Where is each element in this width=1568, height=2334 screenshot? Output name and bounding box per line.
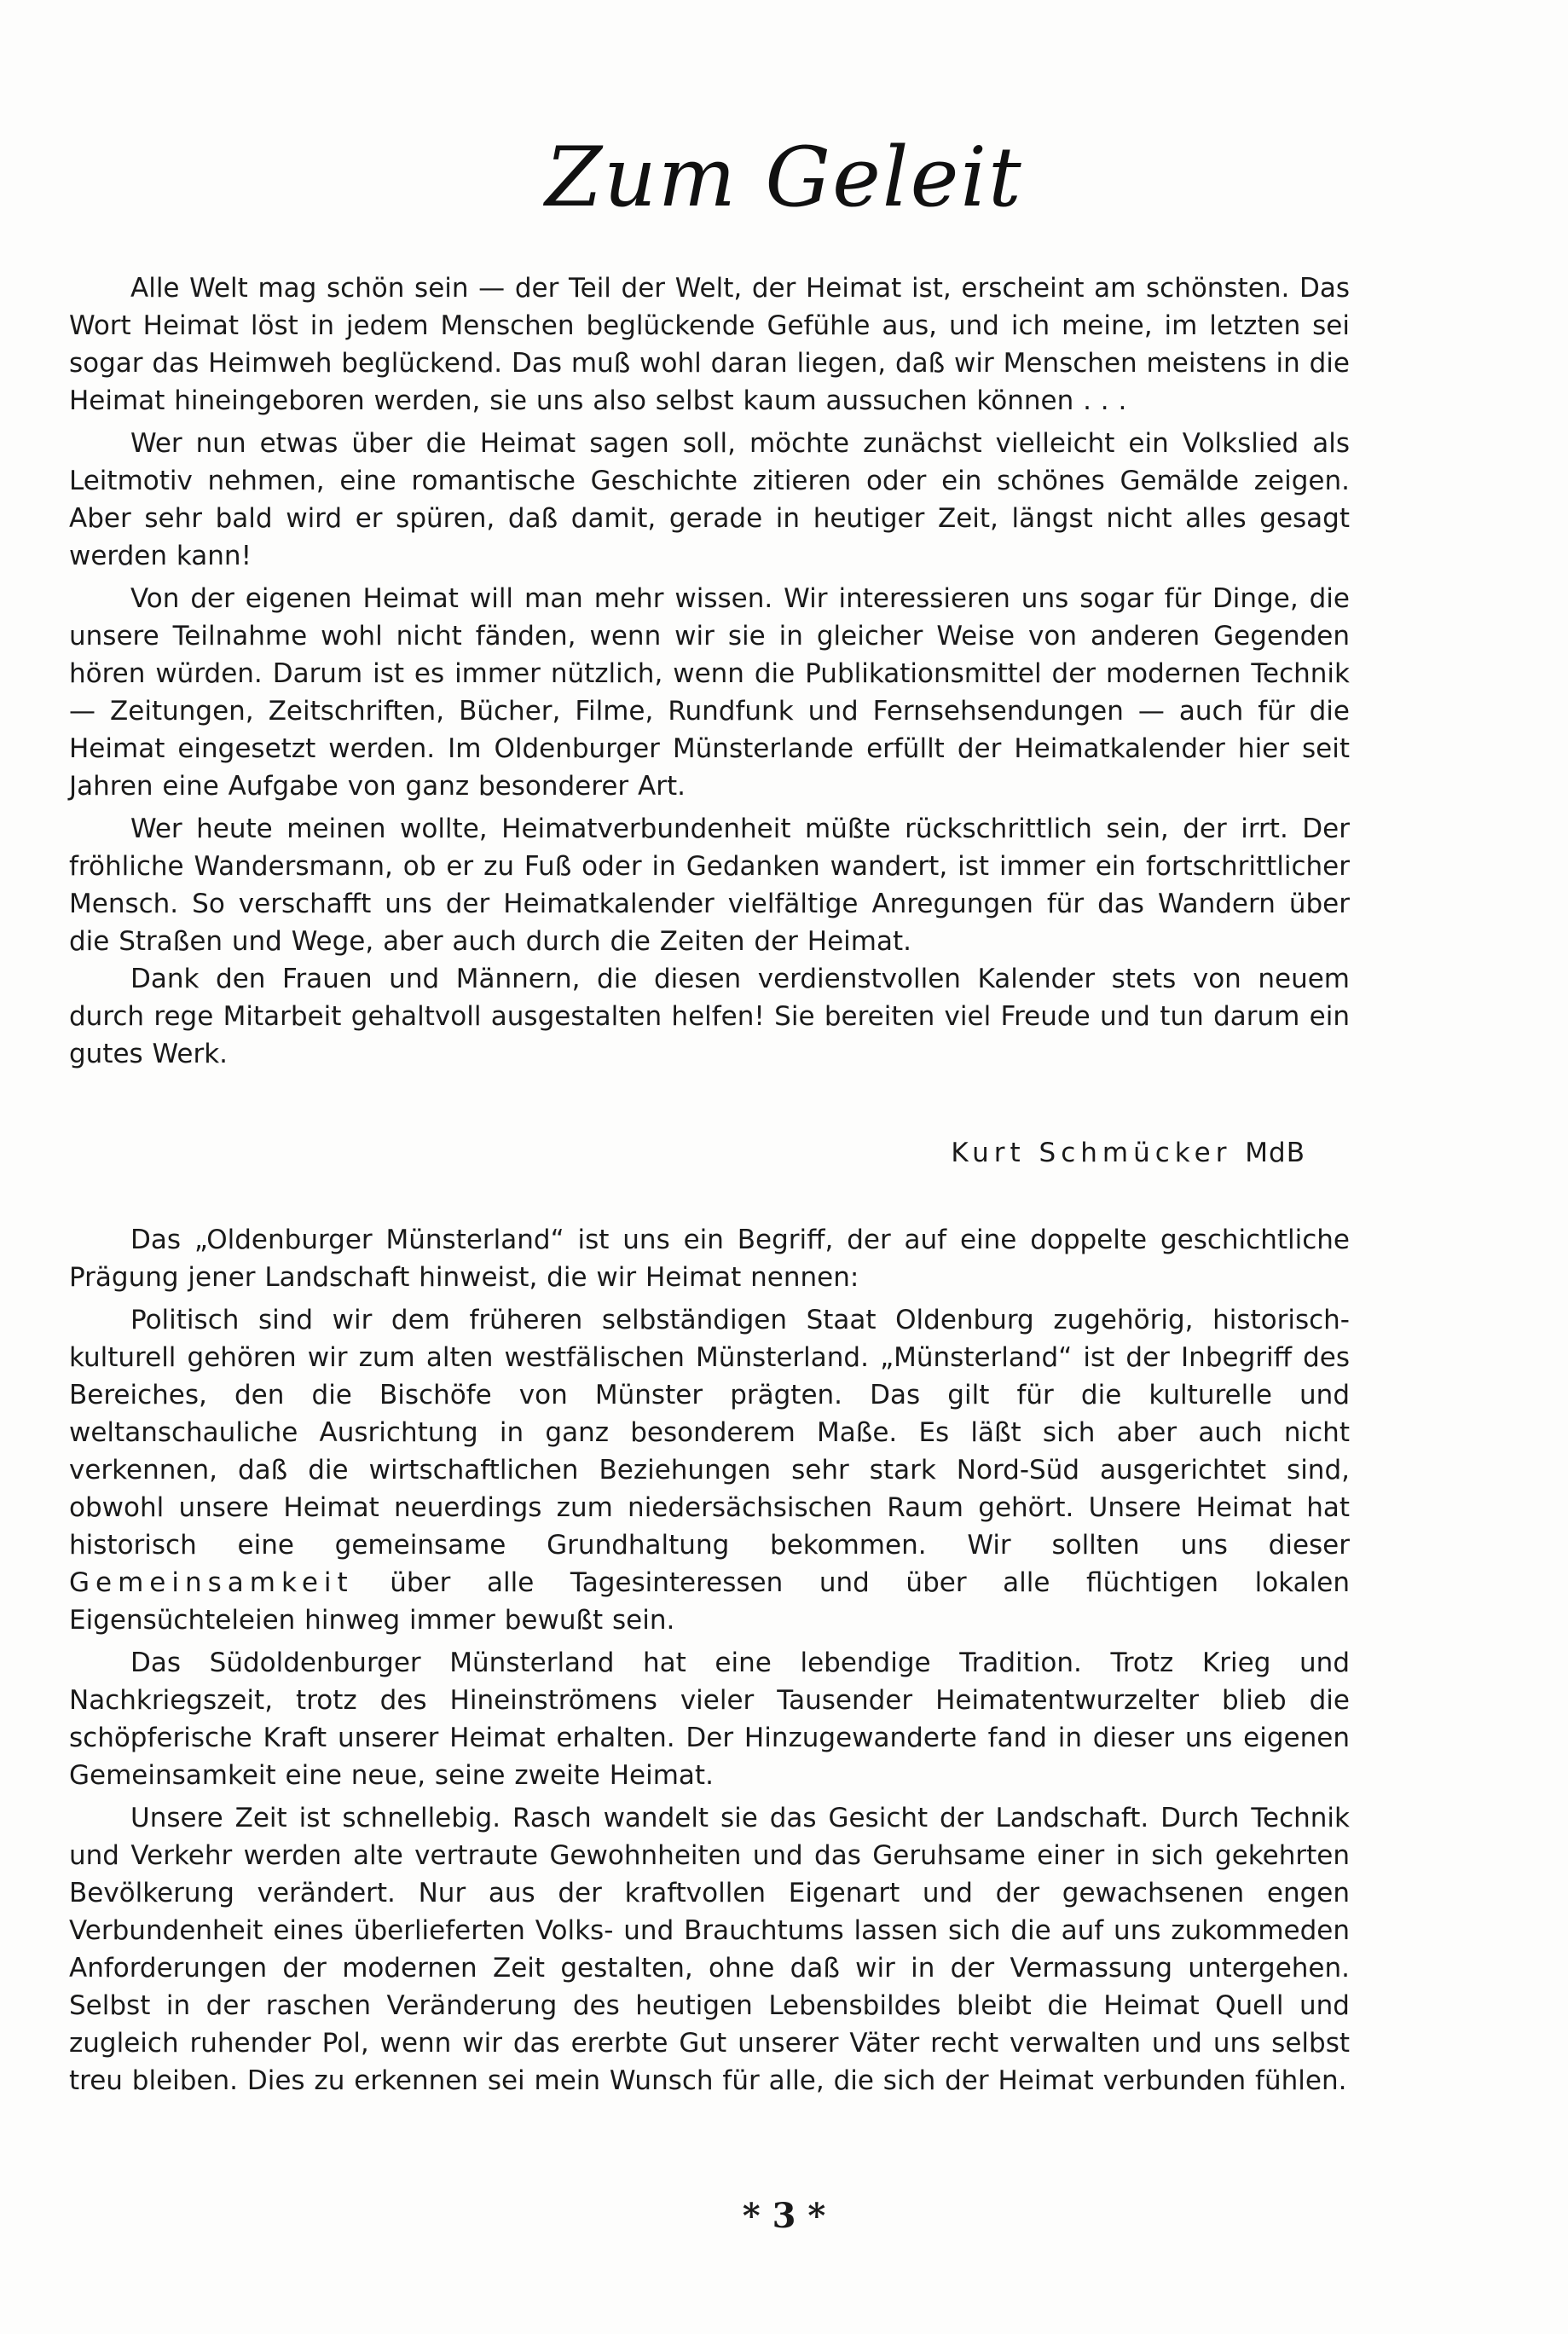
paragraph: Wer heute meinen wollte, Heimatverbundenheit müßte rückschrittlich sein, der irrt. Der fröhliche Wandersmann, ob er zu Fuß oder in Gedanken wandert, ist immer ein fortschrittlicher Mensch. So verschafft uns der Heimatkalender vielfältige Anregungen für das Wandern über die Straßen und Wege, aber auch durch die Zeiten der Heimat. [69, 814, 1350, 957]
paragraph: Das „Oldenburger Münsterland“ ist uns ein Begriff, der auf eine doppelte geschichtliche Prägung jener Landschaft hinweist, die wir Heimat nennen: [69, 1225, 1350, 1293]
emphasized-word: Gemeinsamkeit [69, 1567, 354, 1598]
paragraph: Unsere Zeit ist schnellebig. Rasch wandelt sie das Gesicht der Landschaft. Durch Technik und Verkehr werden alte vertraute Gewohnheiten und das Geruhsame einer in sich gekehrten Bevölkerung verändert. Nur aus der kraftvollen Eigenart und der gewachsenen engen Verbundenheit eines überlieferten Volks- und Brauchtums lassen sich die auf uns zukommeden Anforderungen der modernen Zeit gestalten, ohne daß wir in der Vermassung untergehen. Selbst in der raschen Veränderung des heutigen Lebensbildes bleibt die Heimat Quell und zugleich ruhender Pol, wenn wir das ererbte Gut unserer Väter recht verwalten und uns selbst treu bleiben. Dies zu erkennen sei mein Wunsch für alle, die sich der Heimat verbunden fühlen. [69, 1803, 1350, 2096]
page-number: * 3 * [742, 2196, 826, 2236]
paragraph: Von der eigenen Heimat will man mehr wissen. Wir interessieren uns sogar für Dinge, die unsere Teilnahme wohl nicht fänden, wenn wir sie in gleicher Weise von anderen Gegenden hören würden. Darum ist es immer nützlich, wenn die Publikationsmittel der modernen Technik — Zeitungen, Zeitschriften, Bücher, Filme, Rundfunk und Fernsehsendungen — auch für die Heimat eingesetzt werden. Im Oldenburger Münsterlande erfüllt der Heimatkalender hier seit Jahren eine Aufgabe von ganz besonderer Art. [69, 583, 1350, 802]
section-main [69, 1221, 1350, 2099]
paragraph-text: Politisch sind wir dem früheren selbständigen Staat Oldenburg zugehörig, historisch-kulturell gehören wir zum alten westfälischen Münsterland. „Münsterland“ ist der Inbegriff des Bereiches, den die Bischöfe von Münster prägten. Das gilt für die kulturelle und weltanschauliche Ausrichtung in ganz besonderem Maße. Es läßt sich aber auch nicht verkennen, daß die wirtschaftlichen Beziehungen sehr stark Nord-Süd ausgerichtet sind, obwohl unsere Heimat neuerdings zum niedersächsischen Raum gehört. Unsere Heimat hat historisch eine gemeinsame Grundhaltung bekommen. Wir sollten uns dieser [69, 1305, 1350, 1561]
paragraph: Alle Welt mag schön sein — der Teil der Welt, der Heimat ist, erscheint am schönsten. Das Wort Heimat löst in jedem Menschen beglückende Gefühle aus, und ich meine, im letzten sei sogar das Heimweh beglückend. Das muß wohl daran liegen, daß wir Menschen meistens in die Heimat hineingeboren werden, sie uns also selbst kaum aussuchen können . . . [69, 273, 1350, 416]
signature-suffix: MdB [1245, 1138, 1305, 1168]
paragraph: Dank den Frauen und Männern, die diesen verdienstvollen Kalender stets von neuem durch rege Mitarbeit gehaltvoll ausgestalten helfen! Sie bereiten viel Freude und tun darum ein gutes Werk. [69, 964, 1350, 1069]
paragraph: Wer nun etwas über die Heimat sagen soll, möchte zunächst vielleicht ein Volkslied als Leitmotiv nehmen, eine romantische Geschichte zitieren oder ein schönes Gemälde zeigen. Aber sehr bald wird er spüren, daß damit, gerade in heutiger Zeit, längst nicht alles gesagt werden kann! [69, 428, 1350, 571]
paragraph-text: über alle Tagesinteressen und über alle flüchtigen lokalen Eigensüchteleien hinweg immer bewußt sein. [69, 1567, 1350, 1636]
paragraph: Das Südoldenburger Münsterland hat eine lebendige Tradition. Trotz Krieg und Nachkriegszeit, trotz des Hineinströmens vieler Tausender Heimatentwurzelter blieb die schöpferische Kraft unserer Heimat erhalten. Der Hinzugewanderte fand in dieser uns eigenen Gemeinsamkeit eine neue, seine zweite Heimat. [69, 1648, 1350, 1791]
page-title: Zum Geleit [545, 130, 1023, 225]
section-foreword [69, 269, 1350, 1073]
signature [951, 1134, 1305, 1172]
paragraph [69, 1301, 1350, 1639]
signature-name: Kurt Schmücker [951, 1138, 1232, 1168]
